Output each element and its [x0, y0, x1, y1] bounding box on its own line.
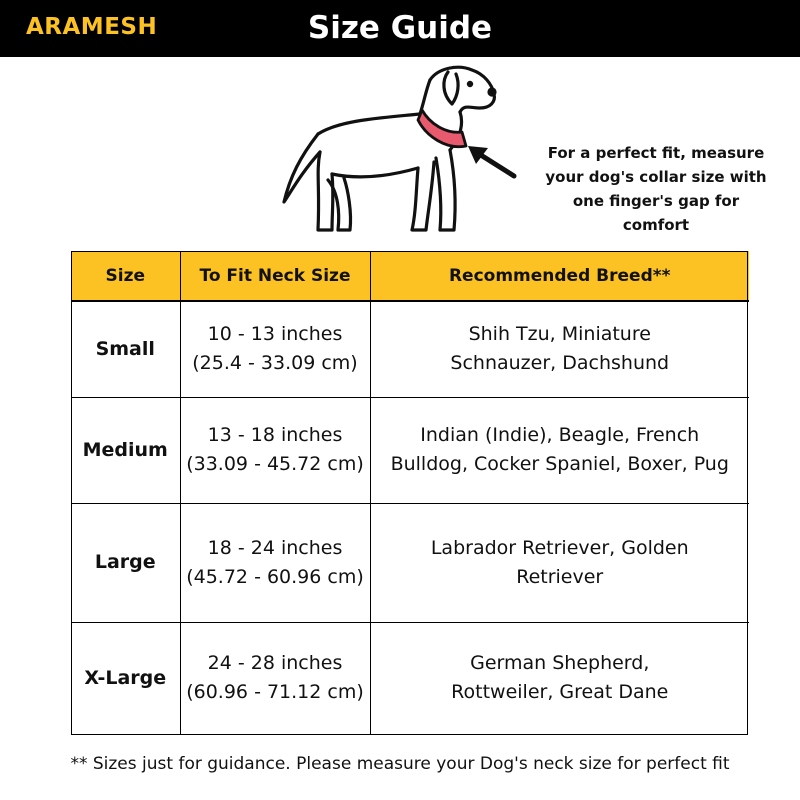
fit-note — [534, 141, 778, 237]
brand-logo: ARAMESH — [26, 14, 158, 40]
neck-inches: 13 - 18 inches — [207, 424, 343, 446]
arrow-pointer-icon — [462, 138, 522, 183]
breed-line: Retriever — [516, 565, 604, 588]
size-table — [71, 251, 749, 734]
table-row — [71, 503, 749, 622]
breed-cell — [370, 301, 749, 397]
table-header-row — [71, 251, 749, 301]
fit-note-line: one finger's gap for — [572, 192, 740, 210]
neck-cm: (45.72 - 60.96 cm) — [186, 565, 364, 588]
size-cell: Medium — [71, 397, 180, 503]
footer-disclaimer: ** Sizes just for guidance. Please measure your Dog's neck size for perfect fit — [70, 754, 730, 774]
breed-line: German Shepherd, — [470, 652, 650, 675]
neck-cm: (60.96 - 71.12 cm) — [186, 681, 364, 704]
page-title: Size Guide — [307, 10, 493, 46]
breed-cell — [370, 397, 749, 503]
breed-line: Shih Tzu, Miniature — [468, 323, 651, 346]
breed-line: Bulldog, Cocker Spaniel, Boxer, Pug — [390, 453, 729, 475]
neck-size-cell — [180, 503, 370, 622]
header-breed: Recommended Breed** — [370, 251, 749, 301]
breed-cell — [370, 622, 749, 734]
table-row — [71, 301, 749, 397]
size-cell: Large — [71, 503, 180, 622]
size-cell: Small — [71, 301, 180, 397]
breed-line: Labrador Retriever, Golden — [430, 536, 689, 559]
table-row — [71, 397, 749, 503]
breed-line: Schnauzer, Dachshund — [450, 352, 670, 375]
neck-size-cell — [180, 301, 370, 397]
fit-note-line: comfort — [622, 216, 690, 234]
breed-line: Rottweiler, Great Dane — [451, 681, 669, 704]
neck-size-cell — [180, 622, 370, 734]
header-size: Size — [71, 251, 180, 301]
header-neck-size: To Fit Neck Size — [180, 251, 370, 301]
table-row — [71, 622, 749, 734]
neck-inches: 18 - 24 inches — [207, 536, 343, 559]
neck-cm: (25.4 - 33.09 cm) — [192, 352, 358, 375]
size-cell: X-Large — [71, 622, 180, 734]
breed-line: Indian (Indie), Beagle, French — [420, 424, 700, 446]
fit-note-line: For a perfect fit, measure — [547, 144, 765, 162]
neck-inches: 10 - 13 inches — [207, 323, 343, 346]
neck-inches: 24 - 28 inches — [207, 652, 343, 675]
header-bar — [0, 0, 800, 57]
neck-size-cell — [180, 397, 370, 503]
breed-cell — [370, 503, 749, 622]
neck-cm: (33.09 - 45.72 cm) — [186, 453, 364, 475]
fit-note-line: your dog's collar size with — [545, 168, 767, 186]
